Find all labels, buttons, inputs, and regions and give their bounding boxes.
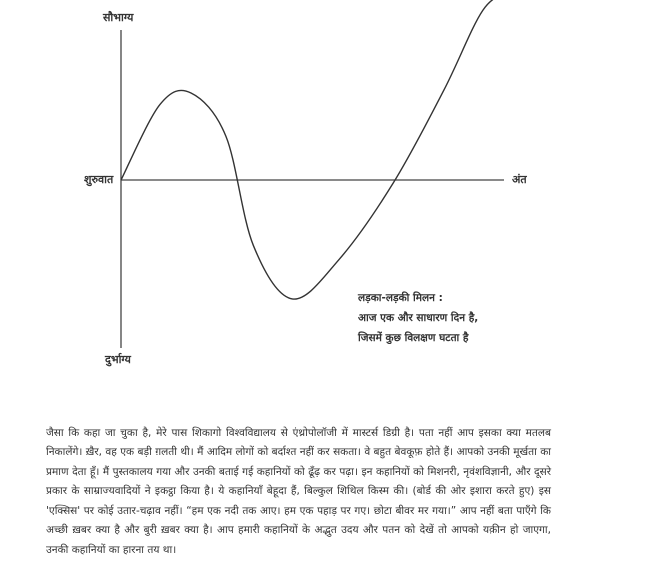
fortune-curve [121,0,510,299]
axis-label-end: अंत [512,173,527,186]
curve-annotation [358,288,478,348]
annotation-line-3: जिसमें कुछ विलक्षण घटता है [358,332,469,344]
axis-label-beginning: शुरुवात [84,173,114,186]
body-paragraph: जैसा कि कहा जा चुका है, मेरे पास शिकागो विश्वविद्यालय से एंथ्रोपोलॉजी में मास्टर्स डिग्री है। पता नहीं आप इसका क्या मतलब निकालेंगे। ख़ैर, वह एक बड़ी ग़लती थी। मैं आदिम लोगों को बर्दाश्त नहीं कर सकता। वे बहुत बेवकूफ़ होते हैं। आपको उनकी मूर्खता का प्रमाण देता हूँ। मैं पुस्तकालय गया और उनकी बताई गई कहानियों को ढूँढ़ कर पढ़ा। इन कहानियों को मिशनरी, नृवंशविज्ञानी, और दूसरे प्रकार के साम्राज्यवादियों ने इकट्ठा किया है। ये कहानियाँ बेहूदा हैं, बिल्कुल शिथिल किस्म की। (बोर्ड की ओर इशारा करते हुए) इस 'एक्सिस' पर कोई उतार-चढ़ाव नहीं। “हम एक नदी तक आए। हम एक पहाड़ पर गए। छोटा बीवर मर गया।” आप नहीं बता पाएँगे कि अच्छी ख़बर क्या है और बुरी ख़बर क्या है। आप हमारी कहानियों के अद्भुत उदय और पतन को देखें तो आपको यक़ीन हो जाएगा, उनकी कहानियों का हारना तय था। [46,426,551,556]
annotation-line-2: आज एक और साधारण दिन है, [358,312,479,324]
axis-label-ill-fortune: दुर्भाग्य [105,353,131,366]
annotation-line-1: लड़का-लड़की मिलन : [358,292,443,304]
axis-label-good-fortune: सौभाग्य [103,11,134,24]
